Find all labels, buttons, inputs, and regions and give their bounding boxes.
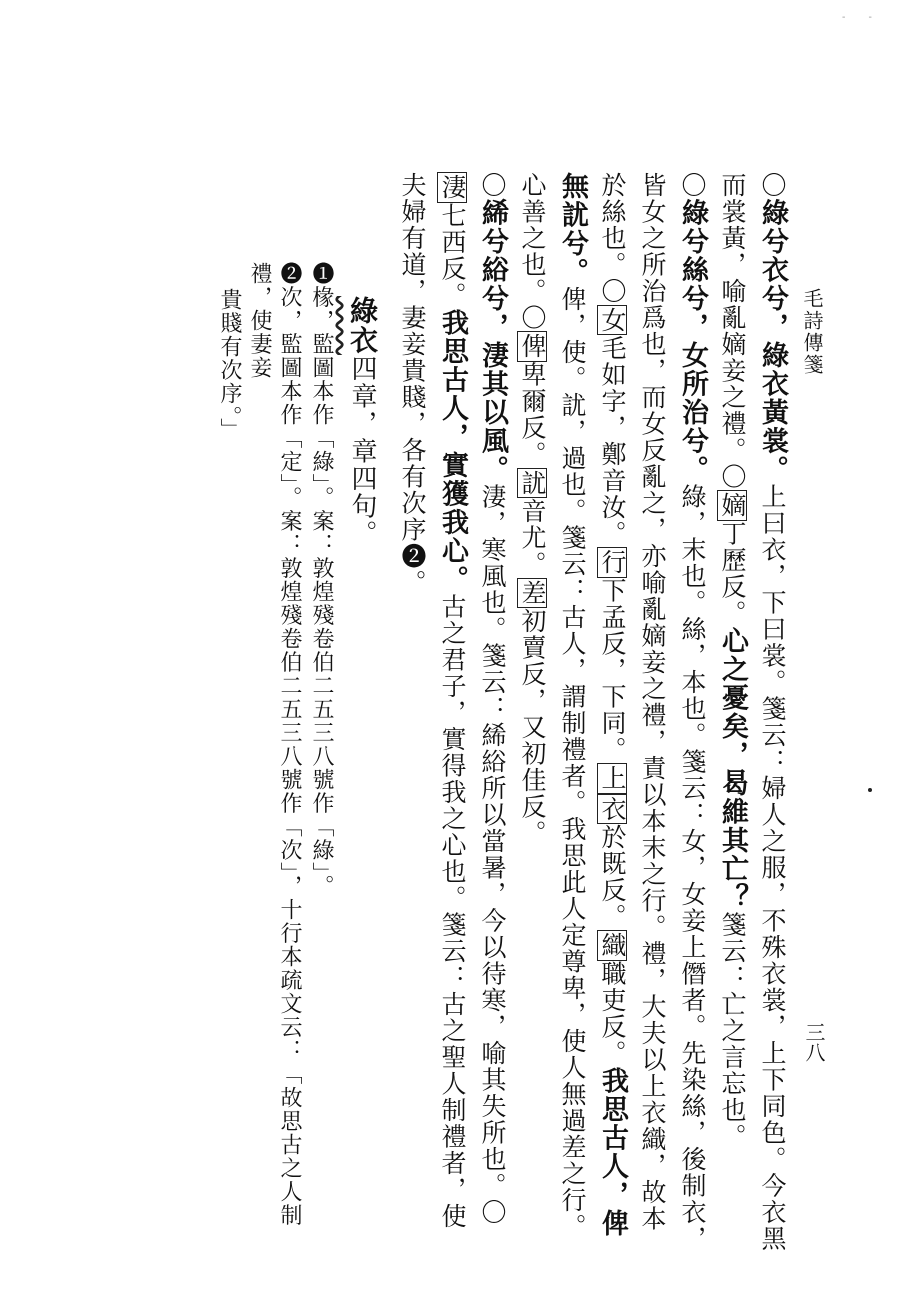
poem-verse: 綠兮衣兮，綠衣黃裳。 bbox=[757, 198, 788, 484]
footnote-text: 椽，監圖本作「綠」。案：敦煌殘卷伯二五三八號作「綠」。 bbox=[309, 285, 334, 898]
chapter-summary bbox=[342, 296, 382, 1252]
commentary-text: 綠，末也。絲，本也。箋云：女，女妾上僭者。先染絲，後制衣，皆女之所治爲也，而女反亂之，亦喻亂嫡妾之禮，責以本末之行。禮，大夫以上衣織，故本於絲也。〇 bbox=[598, 172, 707, 1252]
paragraph bbox=[512, 172, 712, 1252]
boxed-character: 嫡 bbox=[718, 492, 747, 519]
commentary-text: 〇 bbox=[758, 172, 787, 199]
poem-verse: 綠兮絲兮，女所治兮。 bbox=[677, 198, 708, 484]
footnote-1 bbox=[306, 262, 336, 1252]
paragraph bbox=[392, 172, 512, 1252]
footnote-text: 次，監圖本作「定」。案：敦煌殘卷伯二五三八號作「次」，十行本疏文云：「故思古之人制禮，使妻妾 bbox=[247, 262, 302, 1227]
commentary-text: ❷ bbox=[398, 543, 427, 570]
poem-verse: 我思古人，實獲我心。 bbox=[437, 308, 468, 594]
commentary-text: 七西反。 bbox=[438, 202, 467, 309]
chapter-title: 綠衣 bbox=[346, 296, 379, 355]
poem-verse: 絺兮綌兮，淒其以風。 bbox=[477, 198, 508, 484]
running-header-title: 毛詩傳箋 bbox=[800, 288, 824, 376]
commentary-text: 卑爾反。 bbox=[518, 361, 547, 468]
paragraph bbox=[712, 172, 792, 1252]
commentary-text: 古之君子，實得我之心也。箋云：古之聖人制禮者，使夫婦有道，妻妾貴賤，各有次序 bbox=[398, 172, 467, 1230]
body-text bbox=[112, 172, 792, 1252]
commentary-text: 〇 bbox=[678, 172, 707, 199]
commentary-text: 音尤。 bbox=[518, 498, 547, 578]
boxed-character: 訧 bbox=[518, 469, 547, 496]
footnote-continuation: 貴賤有次序。」 bbox=[217, 288, 242, 442]
boxed-character: 行 bbox=[598, 549, 627, 576]
boxed-character: 衣 bbox=[598, 795, 627, 822]
poem-verse: 我思古人，俾無訧兮。 bbox=[557, 172, 628, 1238]
footnote-marker: ❷ bbox=[277, 262, 302, 286]
commentary-text: 毛如字，鄭音汝。 bbox=[598, 335, 627, 547]
scan-speck bbox=[868, 788, 872, 792]
chapter-count: 四章，章四句。 bbox=[347, 355, 377, 548]
commentary-text: 淒，寒風也。箋云：絺綌所以當暑，今以待寒，喻其失所也。〇 bbox=[478, 483, 507, 1226]
boxed-character: 女 bbox=[598, 306, 627, 333]
boxed-character: 上 bbox=[598, 765, 627, 792]
boxed-character: 俾 bbox=[518, 333, 547, 360]
boxed-character: 織 bbox=[598, 932, 627, 959]
commentary-text: 初賣反，又初佳反。 bbox=[518, 608, 547, 847]
footnotes bbox=[214, 262, 336, 1252]
scan-marks: - - bbox=[842, 12, 882, 23]
commentary-text: 下孟反，下同。 bbox=[598, 577, 627, 763]
footnote-marker: ❶ bbox=[309, 262, 334, 286]
commentary-text: 職吏反。 bbox=[598, 960, 627, 1067]
commentary-text: 上曰衣，下曰裳。箋云：婦人之服，不殊衣裳，上下同色。今衣黑而裳黃，喻亂嫡妾之禮。〇 bbox=[718, 172, 787, 1252]
commentary-text: 〇 bbox=[478, 172, 507, 199]
page-number: 三八 bbox=[802, 1022, 826, 1062]
boxed-character: 差 bbox=[518, 579, 547, 606]
commentary-text: 箋云：亡之言忘也。 bbox=[718, 911, 747, 1150]
poem-verse: 心之憂矣，曷維其亡？ bbox=[717, 626, 748, 912]
commentary-text: 。 bbox=[398, 569, 427, 596]
commentary-text: 丁歷反。 bbox=[718, 520, 747, 627]
commentary-text: 於既反。 bbox=[598, 824, 627, 930]
footnote-2 bbox=[214, 262, 304, 1252]
commentary-text: 俾，使。訧，過也。箋云：古人，謂制禮者。我思此人定尊卑，使人無過差之行。心善之也。〇 bbox=[518, 172, 587, 1240]
poem-paragraphs bbox=[392, 172, 792, 1252]
boxed-character: 淒 bbox=[438, 174, 467, 201]
